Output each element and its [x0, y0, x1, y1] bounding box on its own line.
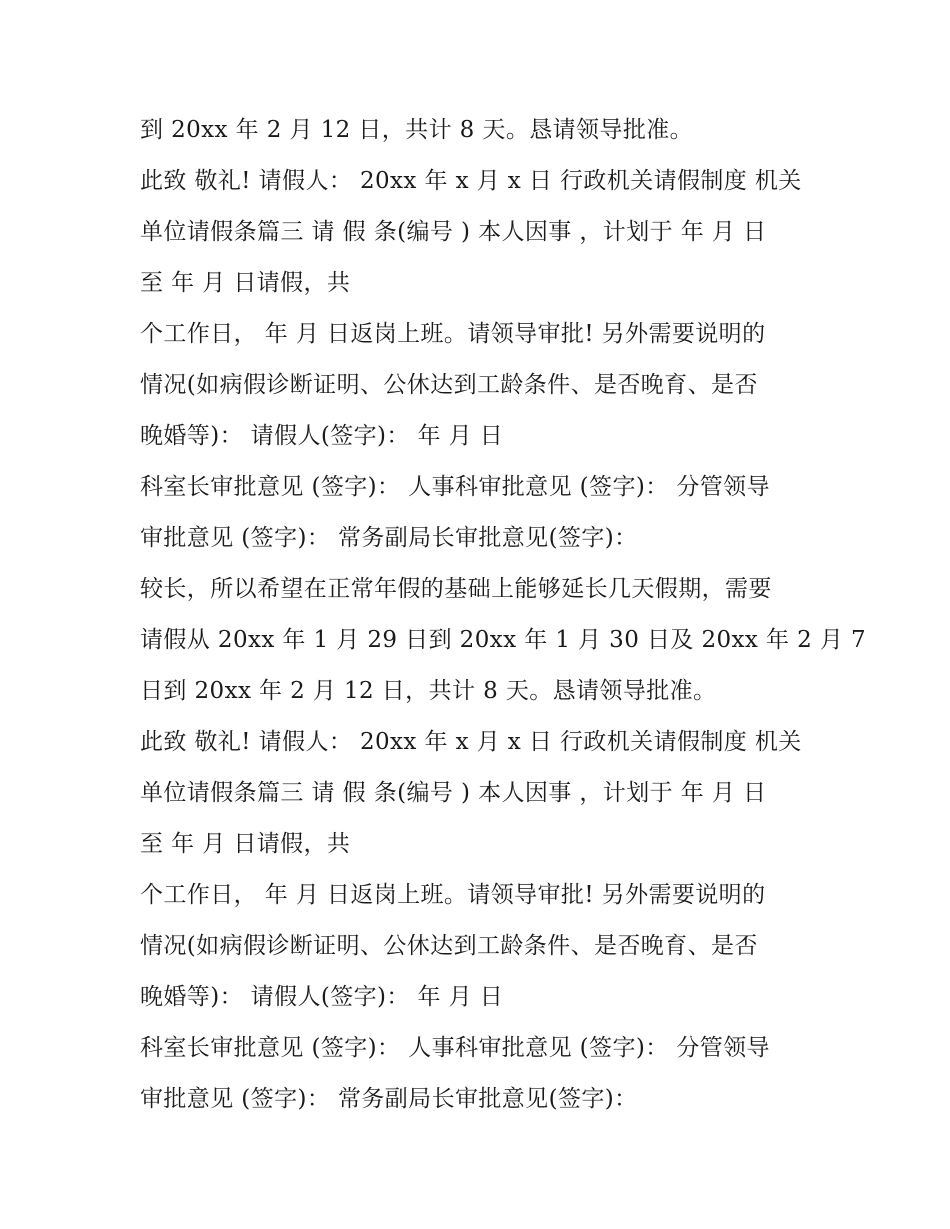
text-line: 晚婚等)： 请假人(签字)： 年 月 日	[140, 423, 504, 449]
text-line: 情况(如病假诊断证明、公休达到工龄条件、是否晚育、是否	[140, 372, 758, 398]
text-line: 审批意见 (签字)： 常务副局长审批意见(签字)：	[140, 525, 638, 551]
document-body	[140, 105, 866, 1125]
text-line: 请假从 20xx 年 1 月 29 日到 20xx 年 1 月 30 日及 20xx 年 2 月 7	[140, 627, 866, 653]
text-line: 科室长审批意见 (签字)： 人事科审批意见 (签字)： 分管领导	[140, 474, 770, 500]
text-line: 至 年 月 日请假，共	[140, 270, 351, 296]
text-line: 个工作日， 年 月 日返岗上班。请领导审批! 另外需要说明的	[140, 321, 766, 347]
text-line: 至 年 月 日请假，共	[140, 831, 351, 857]
text-line: 日到 20xx 年 2 月 12 日，共计 8 天。恳请领导批准。	[140, 678, 717, 704]
text-line: 较长，所以希望在正常年假的基础上能够延长几天假期，需要	[140, 576, 772, 602]
text-line: 单位请假条篇三 请 假 条(编号 ) 本人因事 ，计划于 年 月 日	[140, 219, 767, 245]
text-line: 此致 敬礼! 请假人： 20xx 年 x 月 x 日 行政机关请假制度 机关	[140, 168, 802, 194]
text-line: 晚婚等)： 请假人(签字)： 年 月 日	[140, 984, 504, 1010]
text-line: 情况(如病假诊断证明、公休达到工龄条件、是否晚育、是否	[140, 933, 758, 959]
text-line: 单位请假条篇三 请 假 条(编号 ) 本人因事 ，计划于 年 月 日	[140, 780, 767, 806]
text-line: 个工作日， 年 月 日返岗上班。请领导审批! 另外需要说明的	[140, 882, 766, 908]
text-line: 科室长审批意见 (签字)： 人事科审批意见 (签字)： 分管领导	[140, 1035, 770, 1061]
text-line: 审批意见 (签字)： 常务副局长审批意见(签字)：	[140, 1086, 638, 1112]
text-line: 此致 敬礼! 请假人： 20xx 年 x 月 x 日 行政机关请假制度 机关	[140, 729, 802, 755]
text-line: 到 20xx 年 2 月 12 日，共计 8 天。恳请领导批准。	[140, 117, 694, 143]
